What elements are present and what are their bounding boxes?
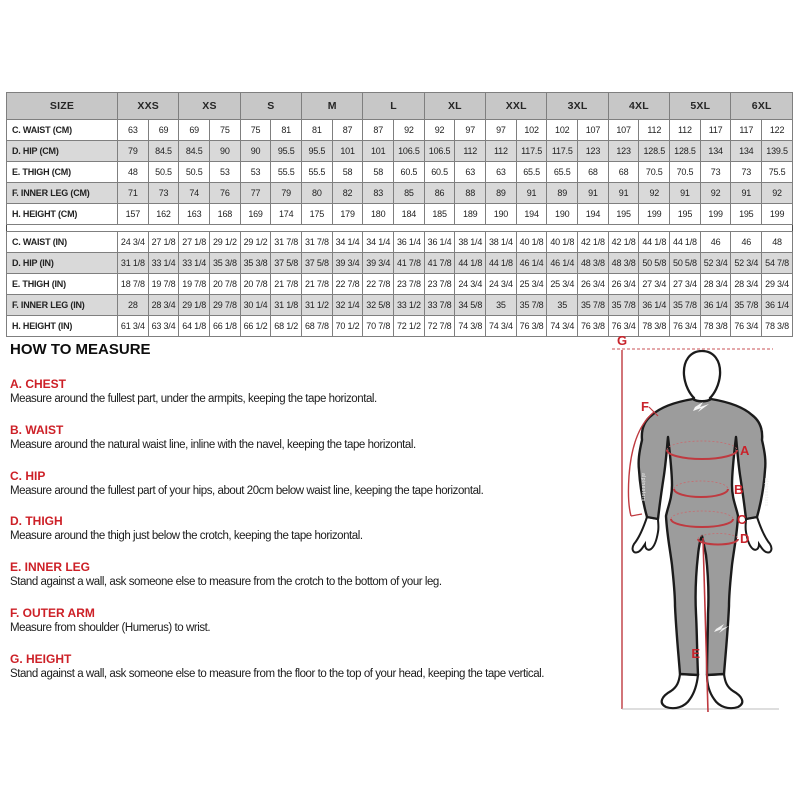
measurement-cell: 18 7/8 [118,274,149,295]
table-row [7,183,793,204]
measurement-cell: 60.5 [394,162,425,183]
measurement-cell: 26 3/4 [578,274,609,295]
measurement-cell: 27 1/8 [148,232,179,253]
measurement-cell: 112 [455,141,486,162]
measurement-cell: 37 5/8 [302,253,333,274]
measurement-cell: 199 [762,204,793,225]
measurement-cell: 58 [363,162,394,183]
measure-heading-waist: B. WAIST [10,422,64,437]
measurement-cell: 107 [608,120,639,141]
measure-heading-outer-arm: F. OUTER ARM [10,605,95,620]
measure-heading-hip: C. HIP [10,468,46,483]
measurement-cell: 68 7/8 [302,316,333,337]
measurement-cell: 44 1/8 [486,253,517,274]
measurement-cell: 30 1/4 [240,295,271,316]
figure-head [684,351,720,404]
measurement-cell: 28 [118,295,149,316]
measurement-cell: 33 7/8 [424,295,455,316]
size-header: 4XL [608,93,669,120]
size-header: L [363,93,424,120]
measurement-cell: 69 [148,120,179,141]
measurement-cell: 74 3/8 [455,316,486,337]
measurement-cell: 52 3/4 [731,253,762,274]
measurement-cell: 122 [762,120,793,141]
measurement-cell: 83 [363,183,394,204]
table-row [7,120,793,141]
measurement-cell: 95.5 [302,141,333,162]
measurement-cell: 117.5 [516,141,547,162]
measurement-cell: 50 5/8 [670,253,701,274]
measurement-cell: 29 7/8 [210,295,241,316]
figure-right-foot [707,674,742,708]
table-row [7,141,793,162]
measurement-cell: 81 [271,120,302,141]
measurement-cell: 134 [731,141,762,162]
measurement-cell: 92 [394,120,425,141]
measurement-cell: 75 [240,120,271,141]
measurement-cell: 89 [486,183,517,204]
measurement-cell: 29 1/2 [240,232,271,253]
measurement-cell: 19 7/8 [148,274,179,295]
measurement-cell: 74 3/4 [486,316,517,337]
measurement-cell: 97 [455,120,486,141]
measurement-cell: 21 7/8 [271,274,302,295]
measurement-cell: 76 3/4 [670,316,701,337]
measurement-cell: 38 1/4 [486,232,517,253]
measurement-cell: 102 [547,120,578,141]
measurement-cell: 106.5 [424,141,455,162]
measurement-cell: 117 [731,120,762,141]
measurement-cell: 77 [240,183,271,204]
measurement-cell: 70.5 [639,162,670,183]
measurement-cell: 33 1/4 [148,253,179,274]
measurement-cell: 24 3/4 [455,274,486,295]
measurement-cell: 21 7/8 [302,274,333,295]
measurement-cell: 35 3/8 [210,253,241,274]
measurement-cell: 34 1/4 [332,232,363,253]
measurement-cell: 195 [731,204,762,225]
measurement-cell: 20 7/8 [240,274,271,295]
measure-section-thigh [10,514,610,544]
measurement-cell: 86 [424,183,455,204]
measurement-cell: 123 [608,141,639,162]
measurement-cell: 52 3/4 [700,253,731,274]
measurement-cell: 63 [486,162,517,183]
measurement-cell: 65.5 [547,162,578,183]
size-header: M [302,93,363,120]
measurement-cell: 75.5 [762,162,793,183]
table-row [7,295,793,316]
row-label: H. HEIGHT (CM) [7,204,118,225]
measurement-cell: 27 3/4 [670,274,701,295]
measurement-cell: 107 [578,120,609,141]
measurement-cell: 92 [762,183,793,204]
measurement-cell: 87 [332,120,363,141]
measurement-cell: 31 1/8 [271,295,302,316]
measurement-cell: 32 5/8 [363,295,394,316]
measure-section-chest [10,377,610,407]
measurement-cell: 101 [363,141,394,162]
label-hip: C [737,512,747,527]
measurement-cell: 40 1/8 [516,232,547,253]
measurement-cell: 63 [118,120,149,141]
measurement-cell: 195 [670,204,701,225]
measurement-cell: 25 3/4 [547,274,578,295]
measurement-cell: 134 [700,141,731,162]
label-thigh: D [740,531,750,546]
measurement-cell: 112 [639,120,670,141]
right-arm-logo-text: alpinestars [763,478,769,507]
measurement-cell: 117.5 [547,141,578,162]
measurement-cell: 78 3/8 [700,316,731,337]
measurement-cell: 79 [271,183,302,204]
measurement-cell: 35 7/8 [578,295,609,316]
measurement-cell: 88 [455,183,486,204]
measurement-cell: 180 [363,204,394,225]
measurement-cell: 35 7/8 [608,295,639,316]
measurement-cell: 61 3/4 [118,316,149,337]
measurement-cell: 76 [210,183,241,204]
measurement-cell: 163 [179,204,210,225]
measurement-cell: 72 1/2 [394,316,425,337]
measurement-cell: 76 3/4 [608,316,639,337]
measurement-cell: 24 3/4 [118,232,149,253]
row-label: F. INNER LEG (CM) [7,183,118,204]
measurement-cell: 54 7/8 [762,253,793,274]
measurement-cell: 70 1/2 [332,316,363,337]
measurement-cell: 63 3/4 [148,316,179,337]
how-to-measure-title: HOW TO MEASURE [10,341,151,358]
measurement-cell: 36 1/4 [424,232,455,253]
measurement-cell: 112 [670,120,701,141]
measure-section-hip [10,469,610,499]
measurement-cell: 199 [639,204,670,225]
measurement-cell: 33 1/2 [394,295,425,316]
size-header: 6XL [731,93,793,120]
measurement-cell: 74 [179,183,210,204]
measurement-cell: 82 [332,183,363,204]
measurement-cell: 48 3/8 [608,253,639,274]
measurement-cell: 35 7/8 [731,295,762,316]
measurement-cell: 48 3/8 [578,253,609,274]
measurement-cell: 174 [271,204,302,225]
measurement-cell: 26 3/4 [608,274,639,295]
measurement-cell: 46 1/4 [547,253,578,274]
size-header: XXL [486,93,547,120]
measurement-cell: 46 [700,232,731,253]
measurement-cell: 194 [578,204,609,225]
measurement-cell: 39 3/4 [332,253,363,274]
measurement-cell: 128.5 [670,141,701,162]
measure-section-waist [10,423,610,453]
measurement-cell: 199 [700,204,731,225]
measurement-cell: 27 1/8 [179,232,210,253]
measure-text-height: Stand against a wall, ask someone else to measure from the floor to the top of your head, keeping the tape vertical. [10,667,545,680]
measurement-cell: 50.5 [148,162,179,183]
measurement-cell: 31 1/8 [118,253,149,274]
measurement-cell: 48 [762,232,793,253]
measurement-cell: 91 [670,183,701,204]
measurement-cell: 102 [516,120,547,141]
label-outer-arm: F [641,399,649,414]
measurement-cell: 78 3/8 [762,316,793,337]
measurement-cell: 34 5/8 [455,295,486,316]
measurement-cell: 29 1/2 [210,232,241,253]
measurement-cell: 41 7/8 [424,253,455,274]
measure-text-inner-leg: Stand against a wall, ask someone else to measure from the crotch to the bottom of your leg. [10,576,442,589]
table-header-row [7,93,793,120]
measurement-cell: 28 3/4 [148,295,179,316]
body-measurement-diagram [605,333,800,718]
measurement-cell: 73 [700,162,731,183]
measurement-cell: 31 7/8 [271,232,302,253]
measurement-cell: 19 7/8 [179,274,210,295]
measurement-cell: 73 [731,162,762,183]
measurement-cell: 81 [302,120,333,141]
measurement-cell: 92 [639,183,670,204]
label-height: G [616,333,628,348]
measurement-cell: 55.5 [271,162,302,183]
measurement-cell: 25 3/4 [516,274,547,295]
measurement-cell: 24 3/4 [486,274,517,295]
measurement-cell: 72 7/8 [424,316,455,337]
measurement-cell: 28 3/4 [731,274,762,295]
measurement-cell: 33 1/4 [179,253,210,274]
measurement-cell: 157 [118,204,149,225]
measure-section-inner-leg [10,560,610,590]
measurement-cell: 44 1/8 [455,253,486,274]
measure-text-thigh: Measure around the thigh just below the crotch, keeping the tape horizontal. [10,530,363,543]
measurement-cell: 68 [578,162,609,183]
measurement-cell: 58 [332,162,363,183]
measurement-cell: 42 1/8 [578,232,609,253]
measurement-cell: 60.5 [424,162,455,183]
measurement-cell: 76 3/4 [731,316,762,337]
table-row [7,232,793,253]
measurement-cell: 89 [547,183,578,204]
label-inner-leg: E [691,646,700,661]
row-label: H. HEIGHT (IN) [7,316,118,337]
size-header: 5XL [670,93,731,120]
measurement-cell: 66 1/8 [210,316,241,337]
measurement-cell: 38 1/4 [455,232,486,253]
measurement-cell: 179 [332,204,363,225]
measurement-cell: 112 [486,141,517,162]
measurement-cell: 31 1/2 [302,295,333,316]
measurement-cell: 90 [240,141,271,162]
measurement-cell: 35 7/8 [516,295,547,316]
measurement-cell: 36 1/4 [762,295,793,316]
measurement-cell: 91 [516,183,547,204]
left-arm-logo-text: alpinestars [640,473,646,502]
measurement-cell: 35 7/8 [670,295,701,316]
measurement-cell: 46 [731,232,762,253]
measurement-cell: 35 [486,295,517,316]
table-row [7,204,793,225]
measurement-cell: 78 3/8 [639,316,670,337]
measurement-cell: 80 [302,183,333,204]
separator-cell [7,225,793,232]
measurement-cell: 35 3/8 [240,253,271,274]
measurement-cell: 68 [608,162,639,183]
measurement-cell: 79 [118,141,149,162]
figure-left-foot [662,674,698,708]
measurement-cell: 22 7/8 [332,274,363,295]
measurement-cell: 41 7/8 [394,253,425,274]
measurement-cell: 27 3/4 [639,274,670,295]
row-label: D. HIP (CM) [7,141,118,162]
measure-heading-height: G. HEIGHT [10,651,72,666]
row-label: E. THIGH (CM) [7,162,118,183]
measurement-cell: 40 1/8 [547,232,578,253]
measurement-cell: 36 1/4 [639,295,670,316]
measurement-cell: 185 [424,204,455,225]
measurement-cell: 91 [608,183,639,204]
size-header: XXS [118,93,179,120]
measurement-cell: 184 [394,204,425,225]
measurement-cell: 76 3/8 [578,316,609,337]
measurement-cell: 50.5 [179,162,210,183]
measurement-cell: 190 [547,204,578,225]
measure-heading-inner-leg: E. INNER LEG [10,560,91,575]
measurement-cell: 65.5 [516,162,547,183]
measurement-cell: 85 [394,183,425,204]
measure-heading-chest: A. CHEST [10,377,67,391]
measurement-cell: 32 1/4 [332,295,363,316]
measure-text-outer-arm: Measure from shoulder (Humerus) to wrist. [10,621,211,634]
measurement-cell: 76 3/8 [516,316,547,337]
measurement-cell: 90 [210,141,241,162]
size-chart-table [6,92,793,337]
measurement-cell: 87 [363,120,394,141]
measurement-cell: 92 [424,120,455,141]
measurement-cell: 35 [547,295,578,316]
measurement-cell: 44 1/8 [639,232,670,253]
measurement-cell: 42 1/8 [608,232,639,253]
measurement-cell: 50 5/8 [639,253,670,274]
measurement-cell: 139.5 [762,141,793,162]
measure-section-outer-arm [10,606,610,636]
measurement-cell: 53 [210,162,241,183]
label-chest: A [740,443,750,458]
measurement-cell: 71 [118,183,149,204]
figure-right-hand [746,517,772,552]
measurement-cell: 53 [240,162,271,183]
measurement-cell: 20 7/8 [210,274,241,295]
measurement-cell: 169 [240,204,271,225]
measurement-cell: 68 1/2 [271,316,302,337]
row-label: C. WAIST (IN) [7,232,118,253]
measurement-cell: 28 3/4 [700,274,731,295]
size-header: XS [179,93,240,120]
measurement-cell: 70 7/8 [363,316,394,337]
measure-text-chest: Measure around the fullest part, under the armpits, keeping the tape horizontal. [10,393,377,405]
measurement-cell: 23 7/8 [424,274,455,295]
measurement-cell: 84.5 [179,141,210,162]
measurement-cell: 46 1/4 [516,253,547,274]
measurement-cell: 31 7/8 [302,232,333,253]
measurement-cell: 69 [179,120,210,141]
size-header: S [240,93,301,120]
measure-text-waist: Measure around the natural waist line, inline with the navel, keeping the tape horizontal. [10,438,416,451]
measurement-cell: 91 [731,183,762,204]
measurement-cell: 175 [302,204,333,225]
measurement-cell: 29 3/4 [762,274,793,295]
label-waist: B [734,482,744,497]
measurement-cell: 22 7/8 [363,274,394,295]
measurement-cell: 128.5 [639,141,670,162]
measurement-cell: 75 [210,120,241,141]
measurement-cell: 66 1/2 [240,316,271,337]
figure-left-hand [633,517,659,552]
measurement-cell: 189 [455,204,486,225]
measurement-cell: 23 7/8 [394,274,425,295]
measurement-cell: 48 [118,162,149,183]
measurement-cell: 194 [516,204,547,225]
measurement-cell: 195 [608,204,639,225]
size-header: XL [424,93,485,120]
measurement-cell: 34 1/4 [363,232,394,253]
row-label: E. THIGH (IN) [7,274,118,295]
measure-text-hip: Measure around the fullest part of your hips, about 20cm below waist line, keeping the tape horizontal. [10,484,484,497]
table-row [7,162,793,183]
measurement-cell: 29 1/8 [179,295,210,316]
measurement-cell: 168 [210,204,241,225]
measurement-cell: 64 1/8 [179,316,210,337]
size-corner-header: SIZE [7,93,118,120]
measurement-cell: 73 [148,183,179,204]
measurement-cell: 190 [486,204,517,225]
measurement-cell: 63 [455,162,486,183]
measurement-cell: 92 [700,183,731,204]
measurement-cell: 44 1/8 [670,232,701,253]
measurement-cell: 123 [578,141,609,162]
measurement-cell: 106.5 [394,141,425,162]
measurement-cell: 36 1/4 [700,295,731,316]
measurement-cell: 39 3/4 [363,253,394,274]
measurement-cell: 97 [486,120,517,141]
measurement-cell: 117 [700,120,731,141]
row-label: D. HIP (IN) [7,253,118,274]
size-header: 3XL [547,93,608,120]
measurement-cell: 74 3/4 [547,316,578,337]
how-to-measure-section [10,341,610,698]
separator-row [7,225,793,232]
table-row [7,253,793,274]
row-label: C. WAIST (CM) [7,120,118,141]
measurement-cell: 91 [578,183,609,204]
measurement-cell: 101 [332,141,363,162]
measurement-cell: 37 5/8 [271,253,302,274]
measurement-cell: 95.5 [271,141,302,162]
measurement-cell: 55.5 [302,162,333,183]
measure-heading-thigh: D. THIGH [10,514,63,529]
measurement-cell: 70.5 [670,162,701,183]
measurement-cell: 36 1/4 [394,232,425,253]
table-row [7,274,793,295]
measurement-cell: 84.5 [148,141,179,162]
measure-section-height [10,652,610,682]
row-label: F. INNER LEG (IN) [7,295,118,316]
measurement-cell: 162 [148,204,179,225]
